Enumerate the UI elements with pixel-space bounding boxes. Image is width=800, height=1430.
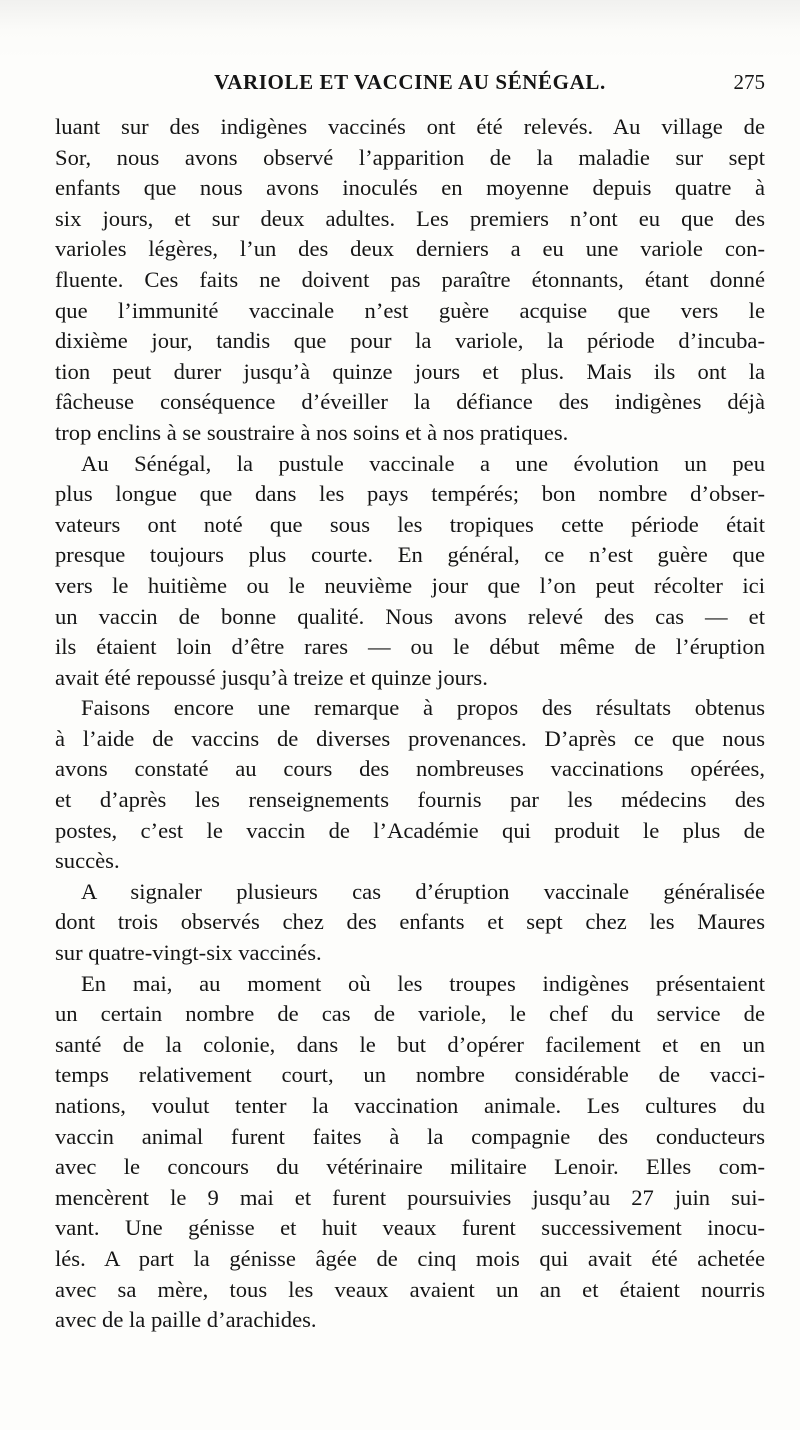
text-line: tion peut durer jusqu’à quinze jours et plus. Mais ils ont la bbox=[55, 358, 765, 384]
text-line: Au Sénégal, la pustule vaccinale a une évolution un peu bbox=[81, 450, 765, 476]
text-line: santé de la colonie, dans le but d’opérer facilement et en un bbox=[55, 1031, 765, 1057]
text-line: varioles légères, l’un des deux derniers a eu une variole con- bbox=[55, 236, 765, 262]
text-line: presque toujours plus courte. En général, ce n’est guère que bbox=[55, 542, 765, 568]
text-line: plus longue que dans les pays tempérés; bon nombre d’obser- bbox=[55, 481, 765, 507]
text-line: Faisons encore une remarque à propos des résultats obtenus bbox=[81, 695, 765, 721]
text-line: dont trois observés chez des enfants et sept chez les Maures bbox=[55, 909, 765, 935]
text-line: mencèrent le 9 mai et furent poursuivies jusqu’au 27 juin sui- bbox=[55, 1184, 765, 1210]
text-line: fluente. Ces faits ne doivent pas paraître étonnants, étant donné bbox=[55, 266, 765, 292]
text-line: succès. bbox=[55, 848, 120, 874]
text-line: enfants que nous avons inoculés en moyenne depuis quatre à bbox=[55, 175, 765, 201]
text-line: En mai, au moment où les troupes indigènes présentaient bbox=[81, 970, 765, 996]
text-line: postes, c’est le vaccin de l’Académie qui produit le plus de bbox=[55, 817, 765, 843]
text-line: luant sur des indigènes vaccinés ont été relevés. Au village de bbox=[55, 114, 765, 139]
text-line: dixième jour, tandis que pour la variole, la période d’incuba- bbox=[55, 328, 765, 354]
text-line: vant. Une génisse et huit veaux furent successivement inocu- bbox=[55, 1215, 765, 1241]
text-line: avec sa mère, tous les veaux avaient un an et étaient nourris bbox=[55, 1276, 765, 1302]
text-line: lés. A part la génisse âgée de cinq mois qui avait été achetée bbox=[55, 1245, 765, 1271]
text-line: six jours, et sur deux adultes. Les premiers n’ont eu que des bbox=[55, 205, 765, 231]
text-line: A signaler plusieurs cas d’éruption vaccinale généralisée bbox=[81, 878, 765, 904]
paragraph bbox=[55, 112, 765, 449]
text-line: avons constaté au cours des nombreuses vaccinations opérées, bbox=[55, 756, 765, 782]
text-line: nations, voulut tenter la vaccination animale. Les cultures du bbox=[55, 1093, 765, 1118]
text-line: Sor, nous avons observé l’apparition de la maladie sur sept bbox=[55, 144, 765, 170]
body-text bbox=[55, 112, 765, 1336]
text-line: vaccin animal furent faites à la compagnie des conducteurs bbox=[55, 1123, 765, 1149]
paragraph bbox=[55, 449, 765, 694]
paragraph bbox=[55, 969, 765, 1336]
text-line: trop enclins à se soustraire à nos soins et à nos pratiques. bbox=[55, 419, 569, 445]
text-line: avec de la paille d’arachides. bbox=[55, 1307, 317, 1333]
text-line: et d’après les renseignements fournis par les médecins des bbox=[55, 787, 765, 813]
paragraph bbox=[55, 877, 765, 969]
text-line: un certain nombre de cas de variole, le chef du service de bbox=[55, 1001, 765, 1027]
text-line: un vaccin de bonne qualité. Nous avons relevé des cas — et bbox=[55, 603, 765, 629]
text-line: à l’aide de vaccins de diverses provenances. D’après ce que nous bbox=[55, 725, 765, 751]
running-title: VARIOLE ET VACCINE AU SÉNÉGAL. bbox=[214, 70, 606, 94]
text-line: sur quatre-vingt-six vaccinés. bbox=[55, 940, 322, 966]
text-line: vateurs ont noté que sous les tropiques cette période était bbox=[55, 511, 765, 537]
text-line: avec le concours du vétérinaire militaire Lenoir. Elles com- bbox=[55, 1154, 765, 1180]
text-line: que l’immunité vaccinale n’est guère acquise que vers le bbox=[55, 297, 765, 323]
text-line: avait été repoussé jusqu’à treize et quinze jours. bbox=[55, 664, 488, 690]
text-line: temps relativement court, un nombre considérable de vacci- bbox=[55, 1062, 765, 1088]
text-line: fâcheuse conséquence d’éveiller la défiance des indigènes déjà bbox=[55, 389, 765, 415]
page-header bbox=[55, 62, 765, 102]
text-line: ils étaient loin d’être rares — ou le début même de l’éruption bbox=[55, 634, 765, 660]
text-line: vers le huitième ou le neuvième jour que l’on peut récolter ici bbox=[55, 572, 765, 598]
page-number: 275 bbox=[733, 70, 765, 94]
paragraph bbox=[55, 693, 765, 877]
